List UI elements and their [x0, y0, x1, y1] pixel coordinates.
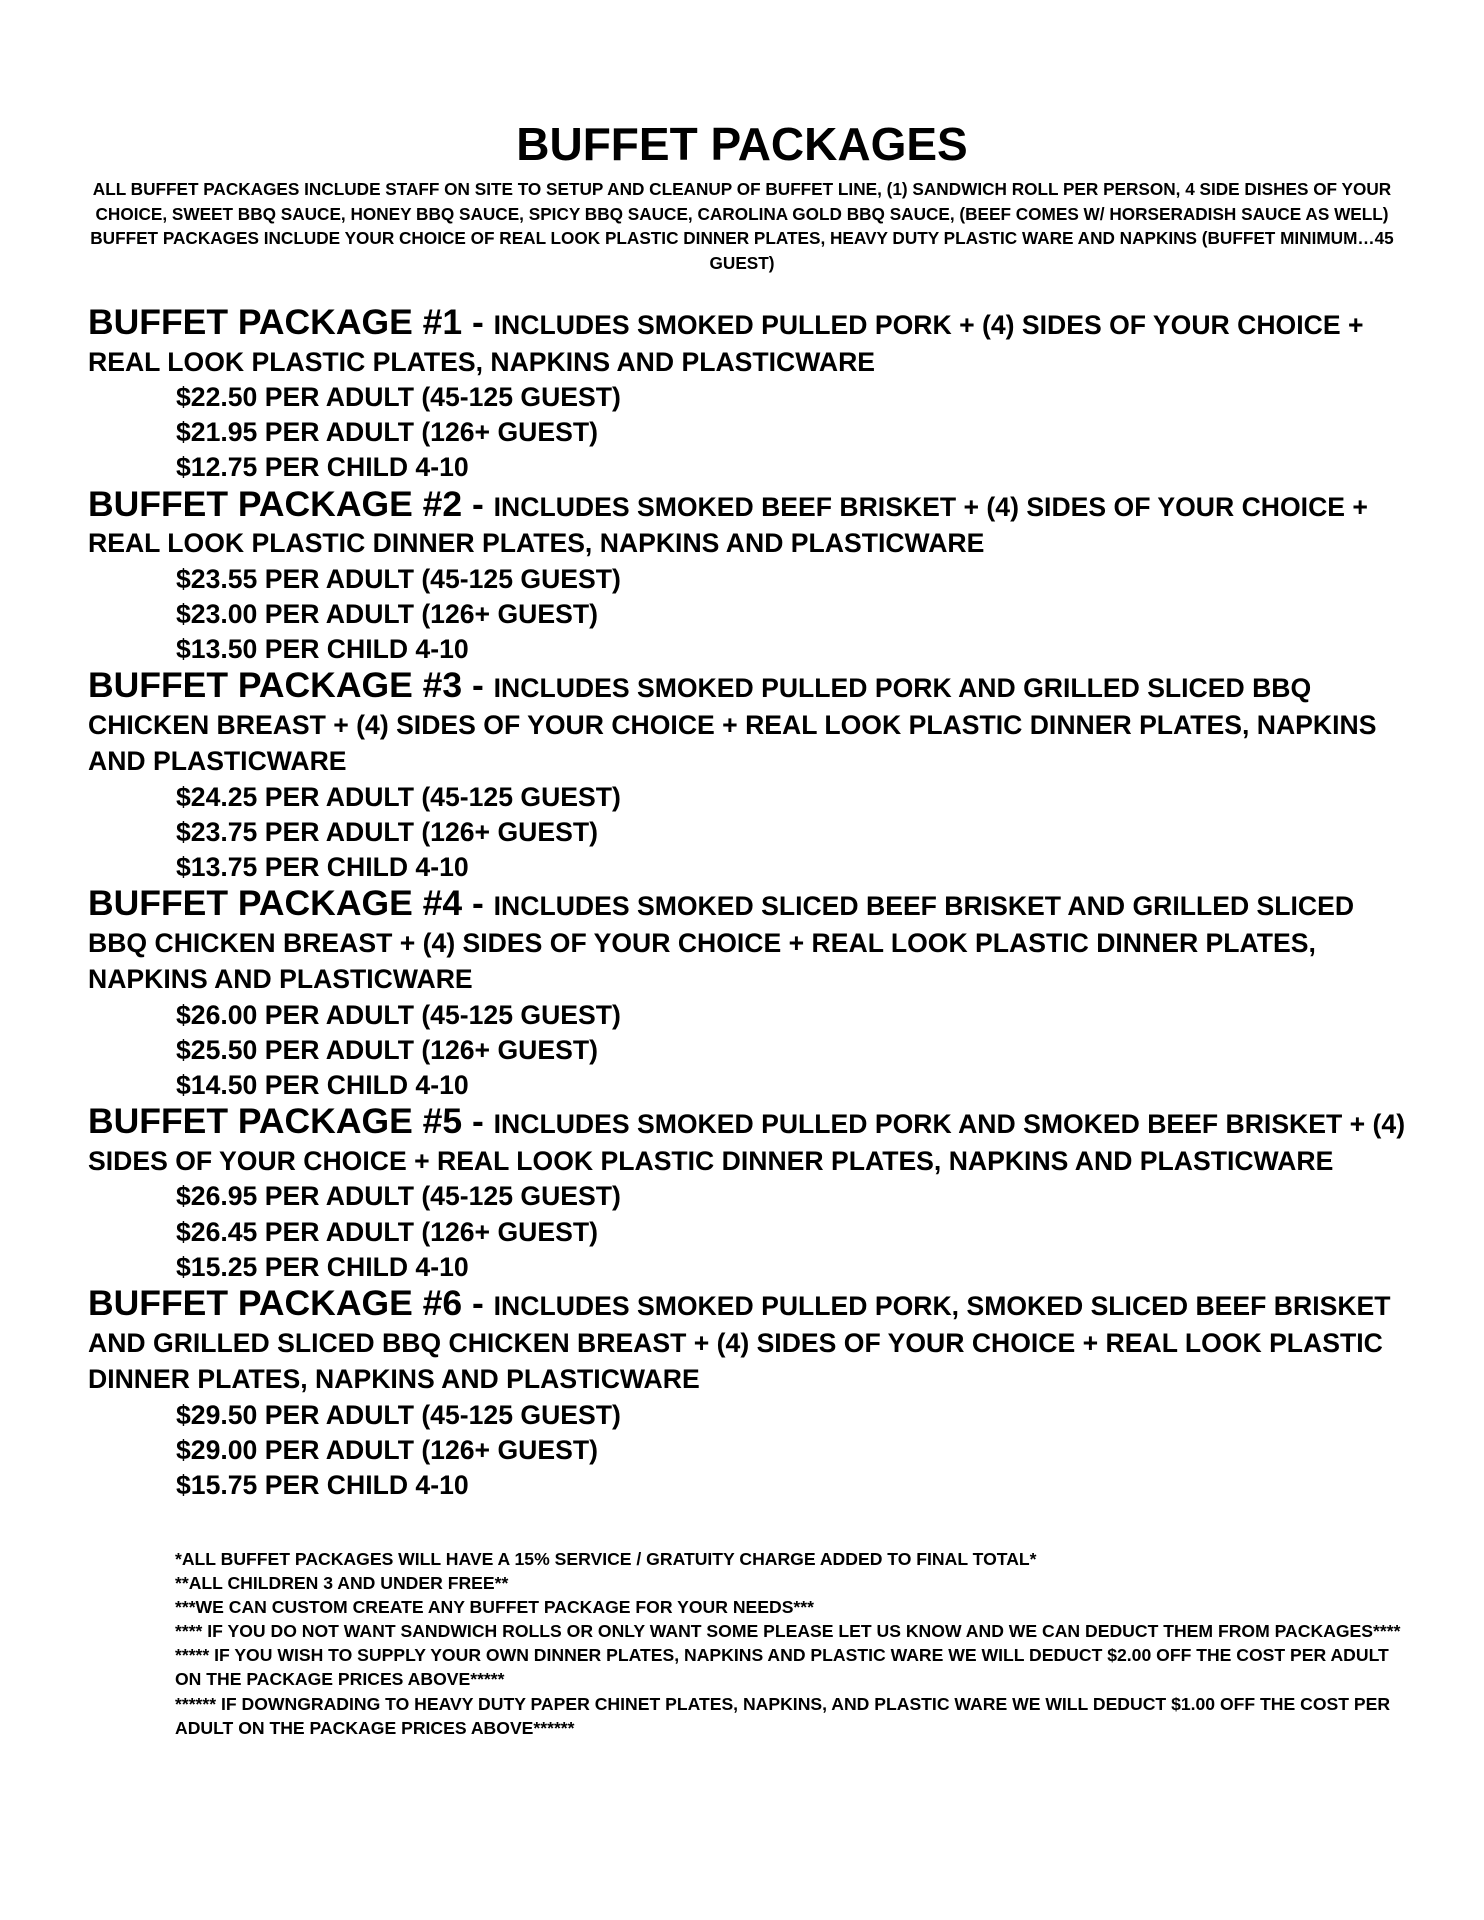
price-adult-small: $23.55 PER ADULT (45-125 GUEST) [176, 563, 621, 594]
price-adult-small: $22.50 PER ADULT (45-125 GUEST) [176, 382, 621, 412]
package-name: BUFFET PACKAGE #6 - [88, 1283, 494, 1324]
footnote-children-free: **ALL CHILDREN 3 AND UNDER FREE** [175, 1573, 509, 1594]
package-heading [88, 667, 1418, 780]
package-name: BUFFET PACKAGE #5 - [88, 1101, 494, 1142]
package-name: BUFFET PACKAGE #4 - [88, 883, 494, 924]
package-name: BUFFET PACKAGE #2 - [88, 483, 494, 524]
package-description: INCLUDES SMOKED PULLED PORK, SMOKED SLICED BEEF BRISKET AND GRILLED SLICED BBQ CHICKEN BREAST + (4) SIDES OF YOUR CHOICE + REAL LOOK PLASTIC DINNER PLATES, NAPKINS AND PLASTICWARE [88, 1291, 1391, 1395]
package-name: BUFFET PACKAGE #1 - [88, 302, 494, 342]
package-description: INCLUDES SMOKED PULLED PORK AND SMOKED BEEF BRISKET + (4) SIDES OF YOUR CHOICE + REAL LOOK PLASTIC DINNER PLATES, NAPKINS AND PLASTICWARE [88, 1109, 1406, 1176]
package-4 [88, 885, 1418, 1103]
package-heading [88, 1285, 1418, 1398]
price-adult-large: $21.95 PER ADULT (126+ GUEST) [176, 417, 598, 448]
price-child: $14.50 PER CHILD 4-10 [176, 1070, 469, 1101]
package-3 [88, 667, 1418, 885]
package-1 [88, 304, 1418, 486]
footnote-sandwich-rolls: **** IF YOU DO NOT WANT SANDWICH ROLLS OR ONLY WANT SOME PLEASE LET US KNOW AND WE CAN DEDUCT THEM FROM PACKAGES**** [175, 1621, 1401, 1642]
price-child: $15.25 PER CHILD 4-10 [176, 1251, 469, 1282]
intro-paragraph: ALL BUFFET PACKAGES INCLUDE STAFF ON SITE TO SETUP AND CLEANUP OF BUFFET LINE, (1) SANDWICH ROLL PER PERSON, 4 SIDE DISHES OF YOUR CHOICE, SWEET BBQ SAUCE, HONEY BBQ SAUCE, SPICY BBQ SAUCE, CAROLINA GOLD BBQ SAUCE, (BEEF COMES W/ HORSERADISH SAUCE AS WELL) BUFFET PACKAGES INCLUDE YOUR CHOICE OF REAL LOOK PLASTIC DINNER PLATES, HEAVY DUTY PLASTIC WARE AND NAPKINS (BUFFET MINIMUM…45 GUEST) [90, 179, 1394, 273]
price-list [88, 998, 1418, 1104]
footnote-custom-packages: ***WE CAN CUSTOM CREATE ANY BUFFET PACKAGE FOR YOUR NEEDS*** [175, 1597, 814, 1618]
price-adult-small: $26.00 PER ADULT (45-125 GUEST) [176, 999, 621, 1030]
price-child: $12.75 PER CHILD 4-10 [176, 452, 469, 483]
footnote-gratuity: *ALL BUFFET PACKAGES WILL HAVE A 15% SERVICE / GRATUITY CHARGE ADDED TO FINAL TOTAL* [175, 1549, 1037, 1569]
package-description: INCLUDES SMOKED BEEF BRISKET + (4) SIDES OF YOUR CHOICE + REAL LOOK PLASTIC DINNER PLATES, NAPKINS AND PLASTICWARE [88, 491, 1368, 559]
package-6 [88, 1285, 1418, 1503]
price-list [88, 562, 1418, 668]
package-name: BUFFET PACKAGE #3 - [88, 665, 494, 706]
price-adult-large: $25.50 PER ADULT (126+ GUEST) [176, 1035, 598, 1066]
package-list [88, 304, 1418, 1503]
price-list [88, 780, 1418, 886]
package-heading [88, 483, 1418, 562]
price-adult-large: $29.00 PER ADULT (126+ GUEST) [176, 1434, 598, 1465]
price-adult-small: $29.50 PER ADULT (45-125 GUEST) [176, 1399, 621, 1430]
price-adult-large: $23.75 PER ADULT (126+ GUEST) [176, 816, 598, 847]
footnotes [175, 1547, 1405, 1740]
package-heading [88, 1103, 1418, 1179]
price-list [88, 1179, 1418, 1285]
price-adult-large: $26.45 PER ADULT (126+ GUEST) [176, 1216, 598, 1247]
package-heading [88, 304, 1418, 380]
price-list [88, 1398, 1418, 1504]
price-adult-small: $26.95 PER ADULT (45-125 GUEST) [176, 1181, 621, 1212]
footnote-paper-plates: ****** IF DOWNGRADING TO HEAVY DUTY PAPER CHINET PLATES, NAPKINS, AND PLASTIC WARE WE WILL DEDUCT $1.00 OFF THE COST PER ADULT ON THE PACKAGE PRICES ABOVE****** [175, 1693, 1391, 1738]
package-description: INCLUDES SMOKED PULLED PORK + (4) SIDES OF YOUR CHOICE + REAL LOOK PLASTIC PLATES, NAPKINS AND PLASTICWARE [88, 310, 1364, 377]
package-5 [88, 1103, 1418, 1285]
price-child: $13.50 PER CHILD 4-10 [176, 634, 469, 665]
price-adult-small: $24.25 PER ADULT (45-125 GUEST) [176, 781, 621, 812]
footnote-own-plates: ***** IF YOU WISH TO SUPPLY YOUR OWN DINNER PLATES, NAPKINS AND PLASTIC WARE WE WILL DEDUCT $2.00 OFF THE COST PER ADULT ON THE PACKAGE PRICES ABOVE***** [175, 1645, 1389, 1690]
package-heading [88, 885, 1418, 998]
package-description: INCLUDES SMOKED SLICED BEEF BRISKET AND GRILLED SLICED BBQ CHICKEN BREAST + (4) SIDES OF YOUR CHOICE + REAL LOOK PLASTIC DINNER PLATES, NAPKINS AND PLASTICWARE [88, 891, 1355, 995]
price-child: $13.75 PER CHILD 4-10 [176, 852, 469, 883]
price-adult-large: $23.00 PER ADULT (126+ GUEST) [176, 598, 598, 629]
page-title: BUFFET PACKAGES [516, 118, 968, 170]
package-description: INCLUDES SMOKED PULLED PORK AND GRILLED SLICED BBQ CHICKEN BREAST + (4) SIDES OF YOUR CHOICE + REAL LOOK PLASTIC DINNER PLATES, NAPKINS AND PLASTICWARE [88, 673, 1377, 777]
price-child: $15.75 PER CHILD 4-10 [176, 1469, 469, 1500]
price-list [88, 380, 1418, 486]
package-2 [88, 483, 1418, 668]
